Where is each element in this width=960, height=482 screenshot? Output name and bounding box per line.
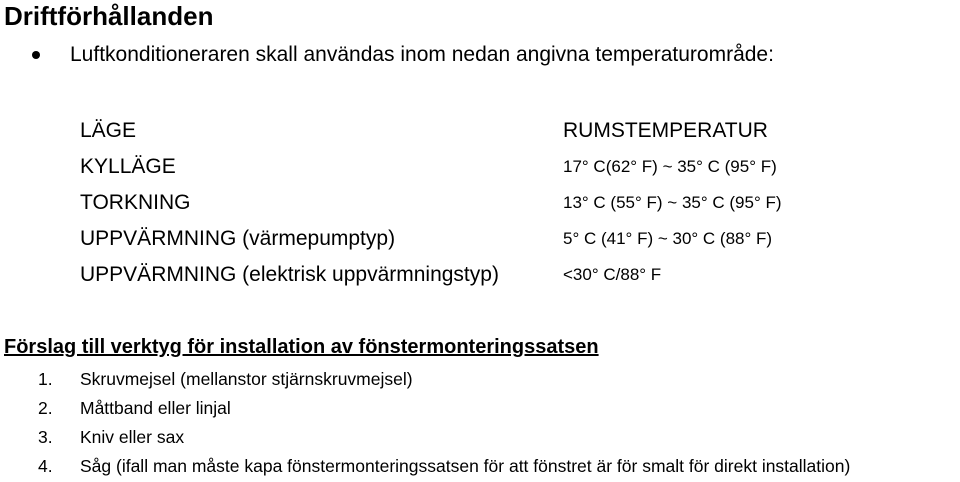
table-row bbox=[80, 149, 820, 185]
list-item-text: Såg (ifall man måste kapa fönstermonteringssatsen för att fönstret är för smalt för direkt installation) bbox=[80, 456, 851, 476]
list-item-number: 3. bbox=[38, 427, 53, 447]
list-item bbox=[0, 394, 960, 423]
range-cell: 13° C (55° F) ~ 35° C (95° F) bbox=[563, 193, 782, 212]
list-item bbox=[0, 365, 960, 394]
list-item bbox=[0, 423, 960, 452]
header-mode: LÄGE bbox=[80, 119, 137, 142]
header-room-temperature: RUMSTEMPERATUR bbox=[563, 119, 768, 142]
temperature-table bbox=[80, 113, 820, 293]
table-row bbox=[80, 257, 820, 293]
list-item-text: Kniv eller sax bbox=[80, 427, 185, 447]
list-item-text: Måttband eller linjal bbox=[80, 398, 231, 418]
bullet-item bbox=[24, 40, 774, 70]
document-title: Driftförhållanden bbox=[4, 1, 214, 31]
list-item-number: 1. bbox=[38, 369, 53, 389]
table-row bbox=[80, 221, 820, 257]
range-cell: 17° C(62° F) ~ 35° C (95° F) bbox=[563, 157, 777, 176]
range-cell: <30° C/88° F bbox=[563, 265, 662, 284]
list-item bbox=[0, 452, 960, 481]
tools-section-title: Förslag till verktyg för installation av fönstermonteringssatsen bbox=[4, 336, 599, 358]
range-cell: 5° C (41° F) ~ 30° C (88° F) bbox=[563, 229, 773, 248]
table-header-row bbox=[80, 113, 820, 149]
bullet-icon bbox=[32, 51, 40, 59]
table-row bbox=[80, 185, 820, 221]
mode-cell: TORKNING bbox=[80, 191, 191, 214]
tools-list bbox=[0, 365, 960, 481]
list-item-text: Skruvmejsel (mellanstor stjärnskruvmejsel) bbox=[80, 369, 413, 389]
mode-cell: UPPVÄRMNING (elektrisk uppvärmningstyp) bbox=[80, 263, 499, 286]
mode-cell: KYLLÄGE bbox=[80, 155, 176, 178]
list-item-number: 4. bbox=[38, 456, 53, 476]
mode-cell: UPPVÄRMNING (värmepumptyp) bbox=[80, 227, 396, 250]
list-item-number: 2. bbox=[38, 398, 53, 418]
bullet-text: Luftkonditioneraren skall användas inom nedan angivna temperaturområde: bbox=[70, 43, 774, 66]
